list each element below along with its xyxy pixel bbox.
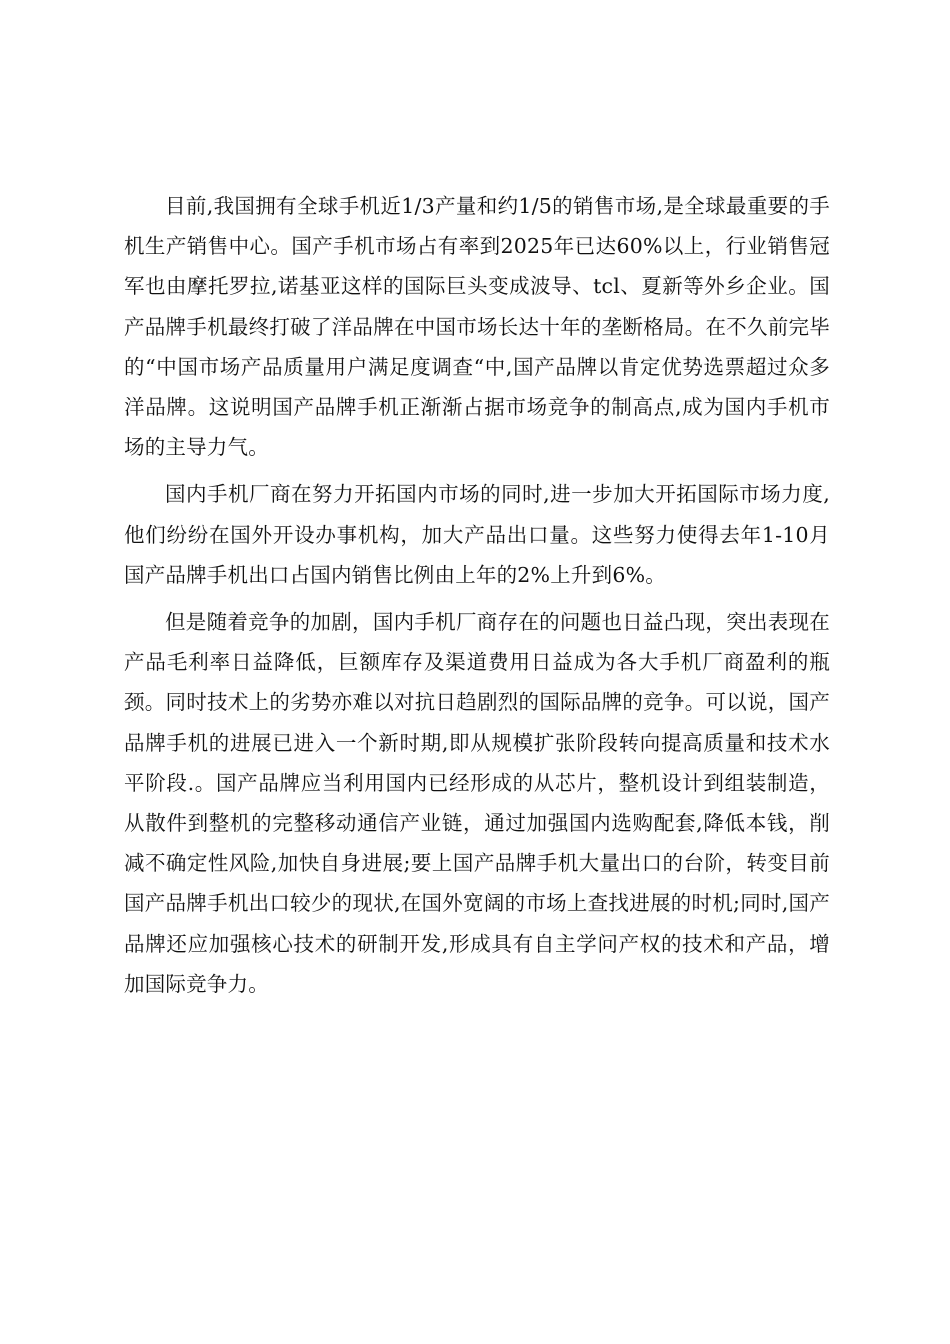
- paragraph-2: 国内手机厂商在努力开拓国内市场的同时,进一步加大开拓国际市场力度,他们纷纷在国外开设办事机构，加大产品出口量。这些努力使得去年1-10月国产品牌手机出口占国内销售比例由上年的2%上升到6%。: [124, 482, 830, 587]
- body-text: [124, 186, 830, 1011]
- paragraph-3: 但是随着竞争的加剧，国内手机厂商存在的问题也日益凸现，突出表现在产品毛利率日益降低，巨额库存及渠道费用日益成为各大手机厂商盈利的瓶颈。同时技术上的劣势亦难以对抗日趋剧烈的国际品牌的竞争。可以说，国产品牌手机的进展已进入一个新时期,即从规模扩张阶段转向提高质量和技术水平阶段.。国产品牌应当利用国内已经形成的从芯片，整机设计到组装制造，从散件到整机的完整移动通信产业链，通过加强国内选购配套,降低本钱，削减不确定性风险,加快自身进展;要上国产品牌手机大量出口的台阶，转变目前国产品牌手机出口较少的现状,在国外宽阔的市场上查找进展的时机;同时,国产品牌还应加强核心技术的研制开发,形成具有自主学问产权的技术和产品，增加国际竞争力。: [124, 610, 830, 996]
- paragraph-1: 目前,我国拥有全球手机近1/3产量和约1/5的销售市场,是全球最重要的手机生产销售中心。国产手机市场占有率到2025年已达60%以上，行业销售冠军也由摩托罗拉,诺基亚这样的国际巨头变成波导、tcl、夏新等外乡企业。国产品牌手机最终打破了洋品牌在中国市场长达十年的垄断格局。在不久前完毕的“中国市场产品质量用户满足度调查“中,国产品牌以肯定优势选票超过众多洋品牌。这说明国产品牌手机正渐渐占据市场竞争的制高点,成为国内手机市场的主导力气。: [124, 194, 830, 460]
